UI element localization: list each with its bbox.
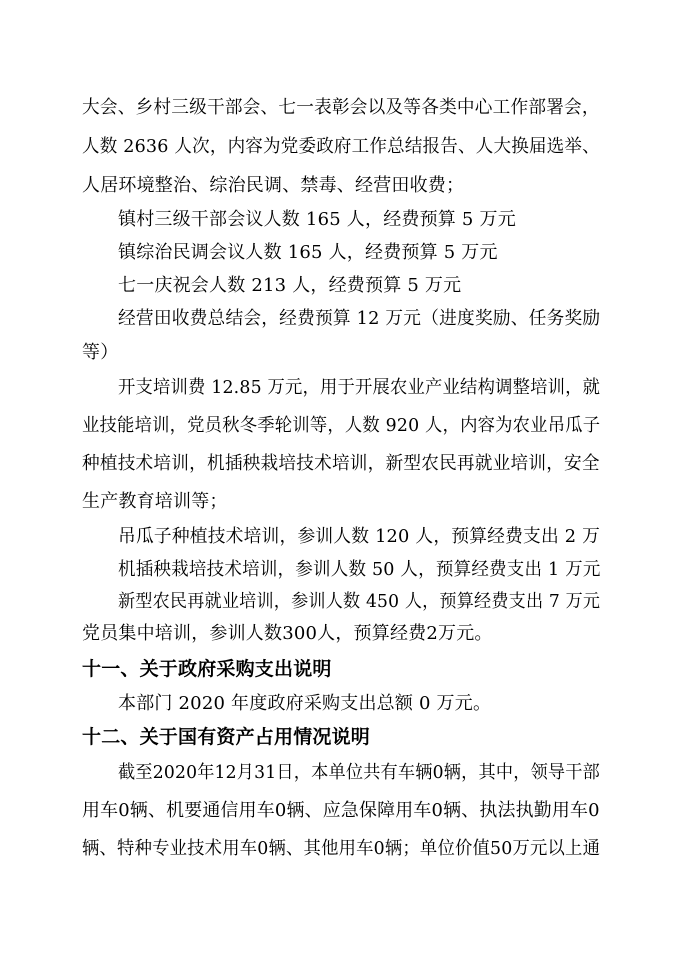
- text-line: 大会、乡村三级干部会、七一表彰会以及等各类中心工作部署会，: [82, 97, 600, 118]
- text-line: 用车0辆、机要通信用车0辆、应急保障用车0辆、执法执勤用车0: [82, 800, 600, 821]
- text-line: 截至2020年12月31日，本单位共有车辆0辆，其中，领导干部: [118, 762, 601, 783]
- text-line: 吊瓜子种植技术培训，参训人数 120 人，预算经费支出 2 万: [118, 526, 601, 547]
- text-line: 等）: [82, 342, 119, 363]
- text-line: 经营田收费总结会，经费预算 12 万元（进度奖励、任务奖励: [118, 308, 601, 329]
- text-line: 七一庆祝会人数 213 人，经费预算 5 万元: [118, 275, 462, 296]
- section-heading: 十二、关于国有资产占用情况说明: [82, 726, 371, 748]
- text-line: 镇村三级干部会议人数 165 人，经费预算 5 万元: [118, 209, 516, 230]
- text-line: 人数 2636 人次，内容为党委政府工作总结报告、人大换届选举、: [82, 136, 600, 157]
- text-line: 辆、特种专业技术用车0辆、其他用车0辆；单位价值50万元以上通: [82, 838, 601, 859]
- text-line: 业技能培训，党员秋冬季轮训等，人数 920 人，内容为农业吊瓜子: [82, 415, 601, 436]
- text-line: 党员集中培训，参训人数300人，预算经费2万元。: [82, 623, 493, 644]
- text-line: 种植技术培训，机插秧栽培技术培训，新型农民再就业培训，安全: [82, 453, 600, 474]
- section-heading: 十一、关于政府采购支出说明: [82, 658, 332, 680]
- text-line: 生产教育培训等；: [82, 491, 228, 512]
- text-line: 镇综治民调会议人数 165 人，经费预算 5 万元: [118, 242, 498, 263]
- text-line: 机插秧栽培技术培训，参训人数 50 人，预算经费支出 1 万元: [118, 559, 601, 580]
- text-line: 新型农民再就业培训，参训人数 450 人，预算经费支出 7 万元: [118, 591, 601, 612]
- text-line: 开支培训费 12.85 万元，用于开展农业产业结构调整培训，就: [118, 377, 601, 398]
- text-line: 人居环境整治、综治民调、禁毒、经营田收费；: [82, 175, 465, 196]
- text-line: 本部门 2020 年度政府采购支出总额 0 万元。: [118, 693, 492, 714]
